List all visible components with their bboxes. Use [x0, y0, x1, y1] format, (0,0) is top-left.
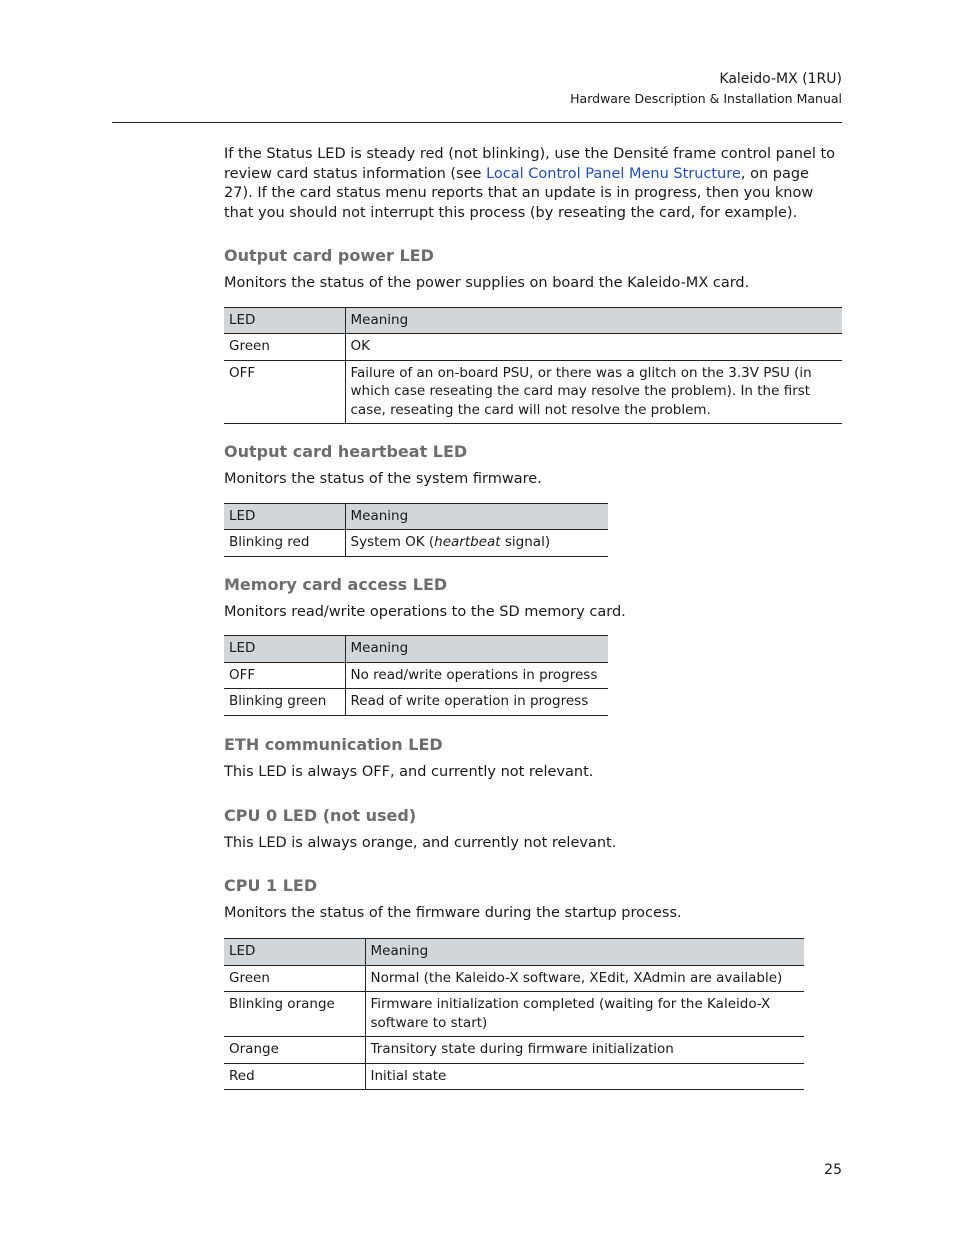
- table-header-row: [224, 503, 608, 530]
- table-row: [224, 334, 842, 361]
- table-row: [224, 689, 608, 716]
- led-cell: OFF: [224, 360, 345, 424]
- table-row: [224, 1063, 804, 1090]
- intro-text-start: If the Status LED is steady red (not blinking), use the Densité frame control panel to review card status information (see: [224, 146, 836, 182]
- meaning-cell: [345, 530, 608, 557]
- meaning-cell: Initial state: [365, 1063, 804, 1090]
- heartbeat-emphasis: heartbeat: [434, 534, 501, 551]
- document-subtitle: Hardware Description & Installation Manual: [570, 91, 842, 106]
- section-description-eth-led: This LED is always OFF, and currently not relevant.: [224, 763, 594, 780]
- cpu1-led-table: [224, 938, 804, 1090]
- power-led-table: [224, 307, 842, 425]
- table-row: [224, 965, 804, 992]
- led-cell: Orange: [224, 1037, 365, 1064]
- led-cell: OFF: [224, 662, 345, 689]
- column-header-meaning: Meaning: [345, 503, 608, 530]
- column-header-led: LED: [224, 636, 345, 663]
- table-row: [224, 360, 842, 424]
- table-header-row: [224, 939, 804, 966]
- memory-led-table: [224, 635, 608, 716]
- section-description-heartbeat-led: Monitors the status of the system firmware.: [224, 471, 542, 488]
- meaning-cell: No read/write operations in progress: [345, 662, 608, 689]
- column-header-led: LED: [224, 503, 345, 530]
- meaning-cell: Failure of an on-board PSU, or there was a glitch on the 3.3V PSU (in which case reseating the card may resolve the problem). In the first case, reseating the card will not resolve the problem.: [345, 360, 842, 424]
- meaning-cell: Normal (the Kaleido-X software, XEdit, XAdmin are available): [365, 965, 804, 992]
- section-description-cpu0-led: This LED is always orange, and currently not relevant.: [224, 834, 617, 851]
- table-header-row: [224, 636, 608, 663]
- section-heading-heartbeat-led: Output card heartbeat LED: [224, 442, 468, 462]
- section-heading-power-led: Output card power LED: [224, 245, 434, 265]
- section-description-power-led: Monitors the status of the power supplies on board the Kaleido-MX card.: [224, 274, 750, 291]
- section-heading-eth-led: ETH communication LED: [224, 734, 443, 754]
- section-heading-cpu0-led: CPU 0 LED (not used): [224, 805, 417, 825]
- meaning-cell: Firmware initialization completed (waiting for the Kaleido-X software to start): [365, 992, 804, 1037]
- led-cell: Blinking orange: [224, 992, 365, 1037]
- document-title: Kaleido-MX (1RU): [719, 71, 842, 87]
- intro-paragraph: [224, 145, 839, 224]
- meaning-cell: Read of write operation in progress: [345, 689, 608, 716]
- column-header-meaning: Meaning: [345, 636, 608, 663]
- heartbeat-led-table: [224, 503, 608, 557]
- header-divider: [112, 122, 842, 123]
- section-description-memory-led: Monitors read/write operations to the SD memory card.: [224, 603, 626, 620]
- meaning-cell: OK: [345, 334, 842, 361]
- meaning-text-start: System OK (: [350, 534, 435, 551]
- column-header-led: LED: [224, 939, 365, 966]
- section-heading-memory-led: Memory card access LED: [224, 574, 448, 594]
- table-row: [224, 662, 608, 689]
- table-row: [224, 530, 608, 557]
- led-cell: Blinking red: [224, 530, 345, 557]
- column-header-meaning: Meaning: [345, 307, 842, 334]
- menu-structure-link[interactable]: Local Control Panel Menu Structure: [486, 165, 741, 182]
- intro-text-end: , on page 27). If the card status menu reports that an update is in progress, then you know that you should not interrupt this process (by reseating the card, for example).: [224, 165, 814, 222]
- page-content: [224, 145, 842, 1090]
- table-header-row: [224, 307, 842, 334]
- meaning-cell: Transitory state during firmware initialization: [365, 1037, 804, 1064]
- led-cell: Green: [224, 965, 365, 992]
- column-header-led: LED: [224, 307, 345, 334]
- meaning-text-end: signal): [500, 534, 551, 551]
- led-cell: Green: [224, 334, 345, 361]
- table-row: [224, 992, 804, 1037]
- table-row: [224, 1037, 804, 1064]
- section-heading-cpu1-led: CPU 1 LED: [224, 876, 318, 896]
- page-number: 25: [824, 1162, 842, 1178]
- section-description-cpu1-led: Monitors the status of the firmware during the startup process.: [224, 905, 682, 922]
- led-cell: Red: [224, 1063, 365, 1090]
- led-cell: Blinking green: [224, 689, 345, 716]
- column-header-meaning: Meaning: [365, 939, 804, 966]
